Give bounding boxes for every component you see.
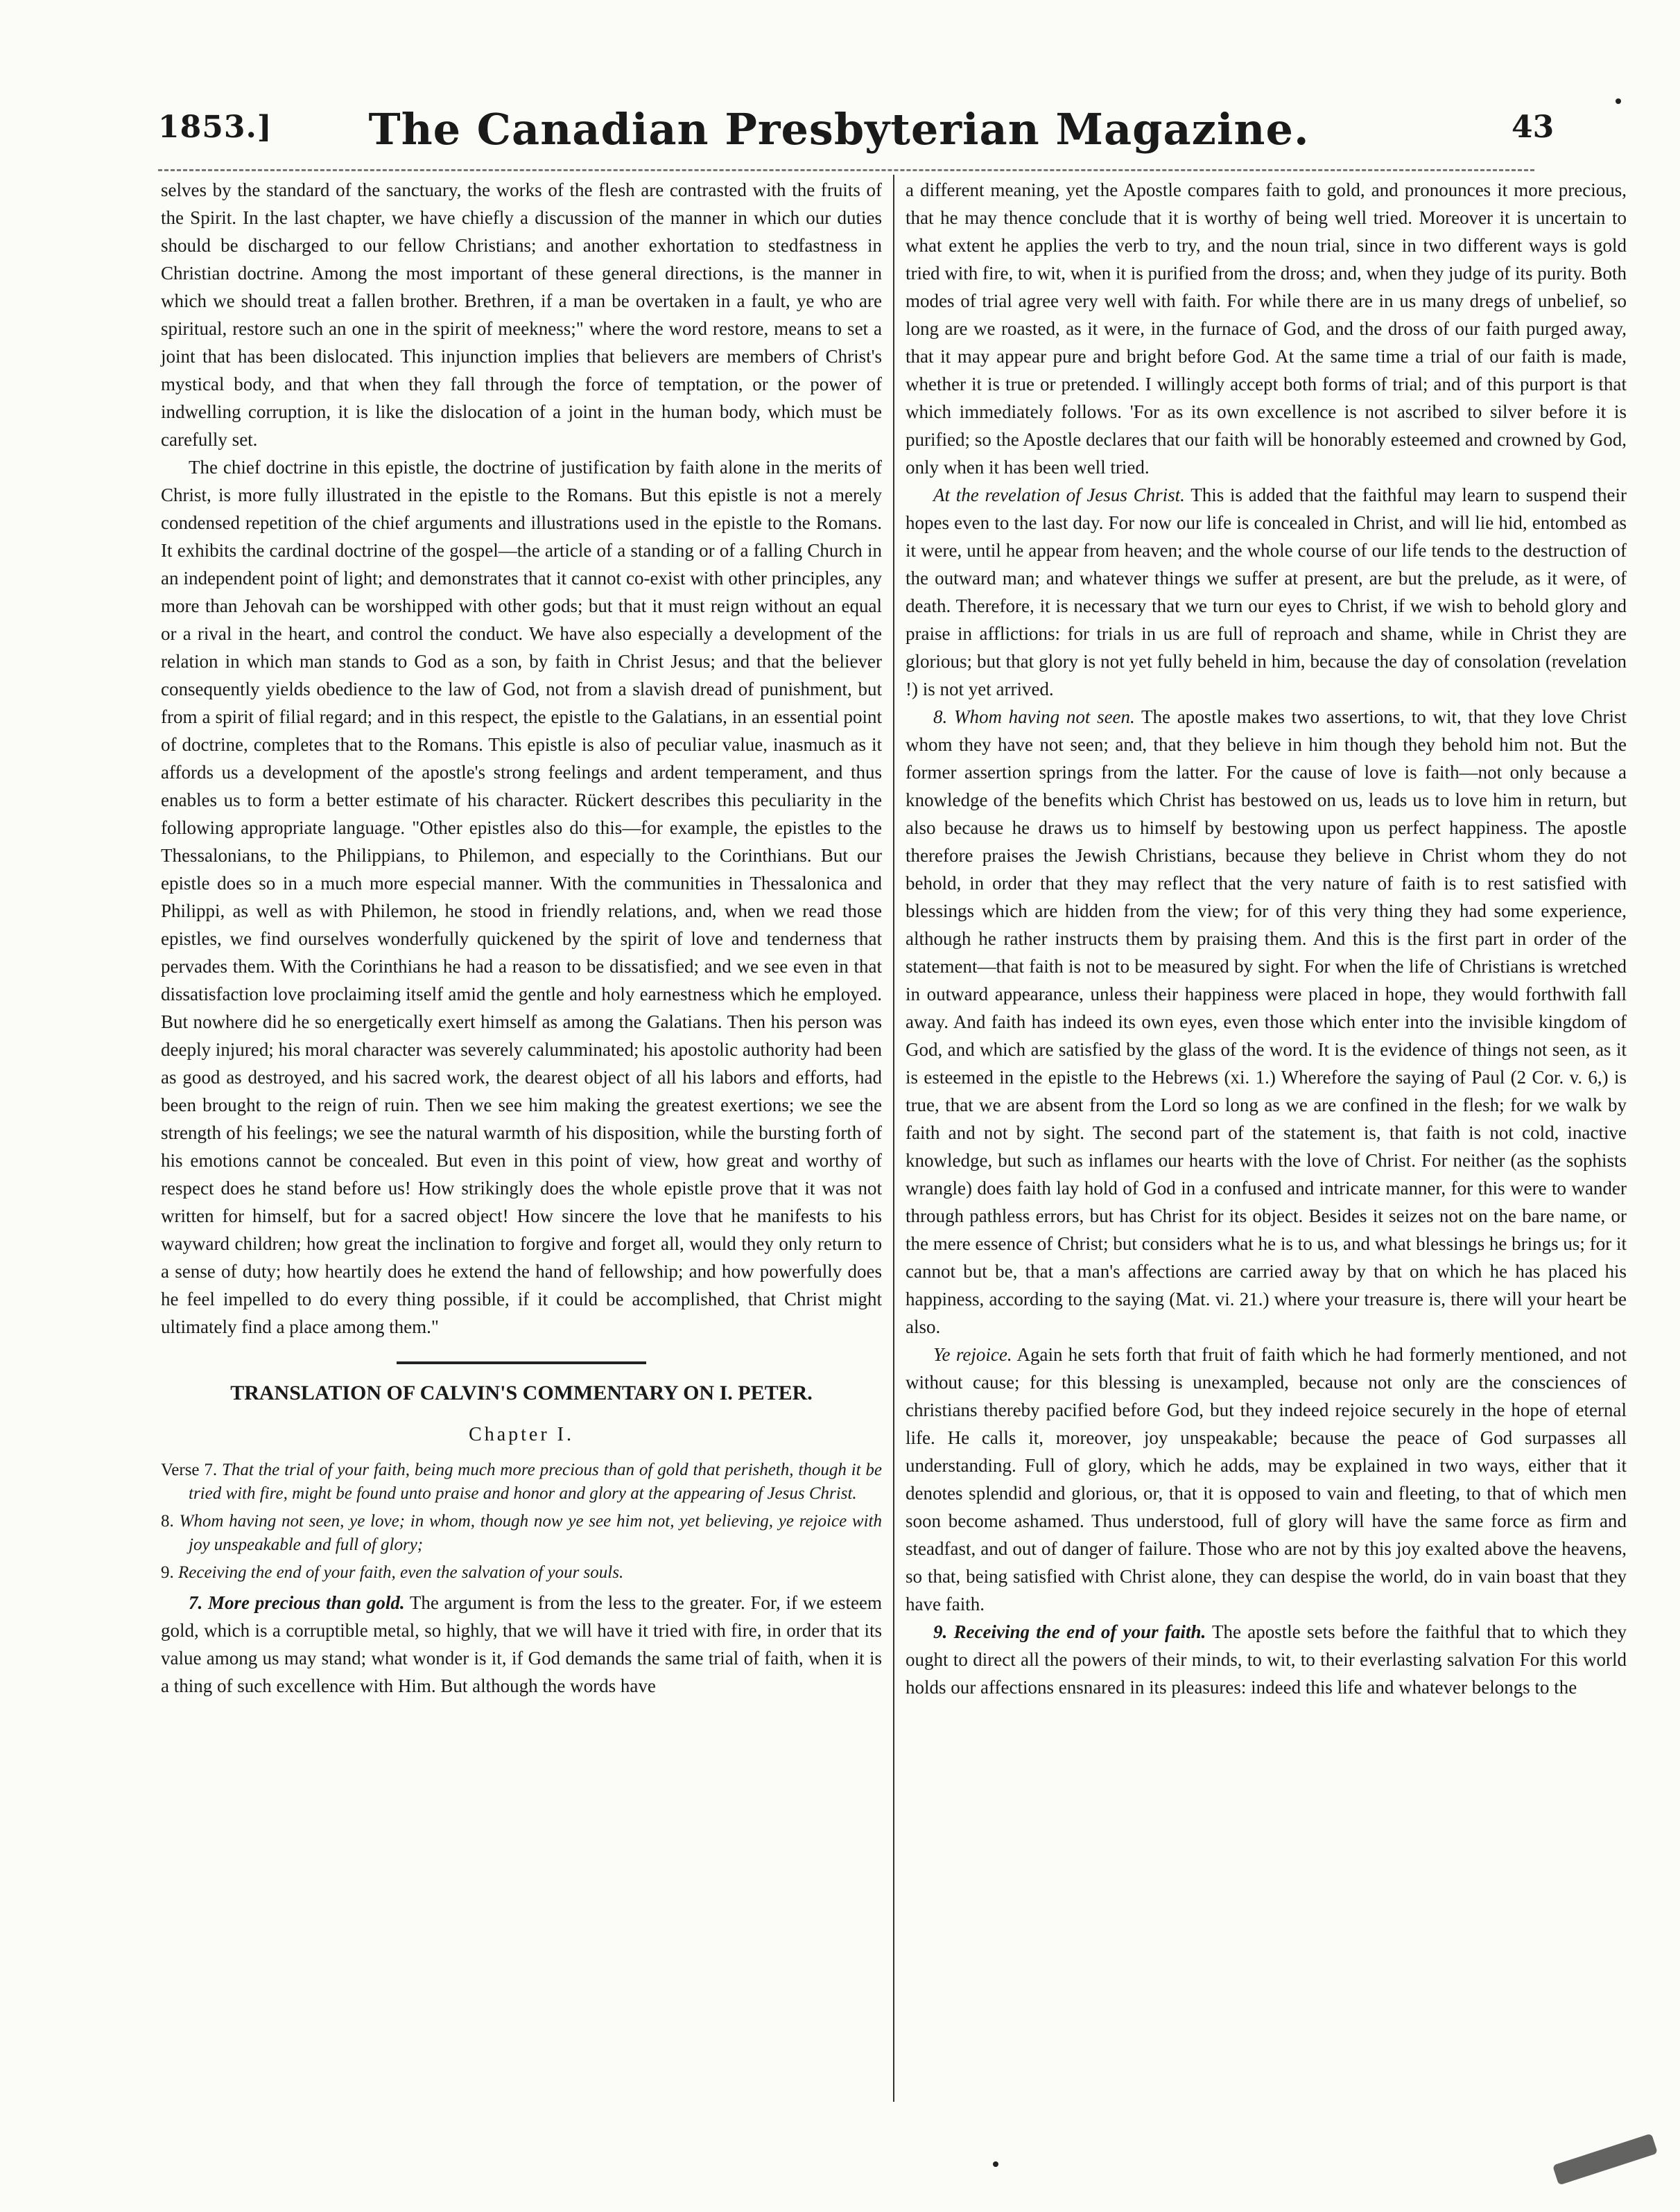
right-paragraph-4 [906,1341,1627,1618]
right-p4-text: Again he sets forth that fruit of faith which he had formerly mentioned, and not without cause; for this blessing is unexampled, because not only are the consciences of christians thereby pacified before God, but they indeed rejoice securely in the hope of eternal life. He calls it, moreover, joy unspeakable; because the peace of God surpasses all understanding. Full of glory, which he adds, may be explained in two ways, either that it denotes splendid and glorious, or, that it is opposed to vain and fleeting, to that of which men soon become ashamed. Thus understood, full of glory will have the same force as firm and steadfast, and out of danger of failure. Those who are not by this joy exalted above the heavens, so that, being satisfied with Christ alone, they can despise the world, do in vain boast that they have faith. [906,1344,1627,1614]
left-paragraph-2: The chief doctrine in this epistle, the doctrine of justification by faith alone in the merits of Christ, is more fully illustrated in the epistle to the Romans. But this epistle is not a merely condensed repetition of the chief arguments and illustrations used in the epistle to the Romans. It exhibits the cardinal doctrine of the gospel—the article of a standing or of a falling Church in an independent point of light; and demonstrates that it cannot co-exist with other principles, any more than Jehovah can be worshipped with other gods; but that it must reign without an equal or a rival in the heart, and control the conduct. We have also especially a development of the relation in which man stands to God as a son, by faith in Christ Jesus; and that the believer consequently yields obedience to the law of God, not from a slavish dread of punishment, but from a spirit of filial regard; and in this respect, the epistle to the Galatians, in an essential point of doctrine, completes that to the Romans. This epistle is also of peculiar value, inasmuch as it affords us a development of the apostle's strong feelings and ardent temperament, and thus enables us to form a better estimate of his character. Rückert describes this peculiarity in the following appropriate language. "Other epistles also do this—for example, the epistles to the Thessalonians, to the Philippians, to Philemon, and especially to the Corinthians. But our epistle does so in a much more especial manner. With the communities in Thessalonica and Philippi, as well as with Philemon, he stood in friendly relations, and, when we read those epistles, we find ourselves wonderfully quickened by the spirit of love and tenderness that pervades them. With the Corinthians he had a reason to be dissatisfied; and we see even in that dissatisfaction love proclaiming itself amid the gentle and holy earnestness which he employed. But nowhere did he so energetically exert himself as among the Galatians. Then his person was deeply injured; his moral character was severely calumminated; his apostolic authority had been as good as destroyed, and his sacred work, the dearest object of all his labors and efforts, had been brought to the reign of ruin. Then we see him making the greatest exertions; we see the strength of his feelings; we see the natural warmth of his disposition, while the bursting forth of his emotions cannot be concealed. But even in this point of view, how great and worthy of respect does he stand before us! How strikingly does the whole epistle prove that it was not written for himself, but for a sacred object! How sincere the love that he manifests to his wayward children; how great the inclination to forgive and forget all, would they only return to a sense of duty; how heartily does he extend the hand of fellowship; and how powerfully does he feel impelled to do every thing possible, if it could be accomplished, that Christ might ultimately find a place among them." [161,457,882,1337]
verse-8 [161,1510,882,1557]
header-rule [158,169,1534,171]
right-p5-lead: 9. Receiving the end of your faith. [933,1621,1206,1642]
page-header [0,104,1680,159]
right-p5-text: The apostle sets before the faithful that to which they ought to direct all the powers of their minds, to wit, to their everlasting salvation For this world holds our affections ensnared in its pleasures: indeed this life and whatever belongs to the [906,1621,1627,1698]
right-paragraph-5 [906,1618,1627,1701]
verse-7-text: That the trial of your faith, being much more precious than of gold that perisheth, though it be tried with fire, might be found unto praise and honor and glory at the appearing of Jesus Christ. [189,1461,883,1503]
chapter-heading: Chapter I. [469,1424,574,1445]
right-column [906,176,1627,1701]
verse-8-label: 8. [161,1512,174,1531]
left-column [161,176,882,1700]
scan-speck [1616,98,1621,104]
right-paragraph-1: a different meaning, yet the Apostle compares faith to gold, and pronounces it more precious, that he may thence conclude that it is worthy of being well tried. Moreover it is uncertain to what extent he applies the verb to try, and the noun trial, since in two different ways is gold tried with fire, to wit, when it is purified from the dross; and, when they judge of its purity. Both modes of trial agree very well with faith. For while there are in us many dregs of unbelief, so long are we roasted, as it were, in the furnace of God, and the dross of our faith purged away, that it may appear pure and bright before God. At the same time a trial of our faith is made, whether it is true or pretended. I willingly accept both forms of trial; and of this purport is that which immediately follows. 'For as its own excellence is not ascribed to silver before it is purified; so the Apostle declares that our faith will be honorably esteemed and crowned by God, only when it has been well tried. [906,180,1627,478]
left-paragraph-3 [161,1589,882,1700]
verse-8-text: Whom having not seen, ye love; in whom, though now ye see him not, yet believing, ye rejoice with joy unspeakable and full of glory; [179,1512,882,1554]
right-p2-text: This is added that the faithful may learn to suspend their hopes even to the last day. For now our life is concealed in Christ, and will lie hid, entombed as it were, until he appear from heaven; and the whole course of our life tends to the destruction of the outward man; and whatever things we suffer at present, are but the prelude, as it were, of death. Therefore, it is necessary that we turn our eyes to Christ, if we wish to behold glory and praise in afflictions: for trials in us are full of reproach and shame, while in Christ they are glorious; but that glory is not yet fully beheld in him, because the day of consolation (revelation !) is not yet arrived. [906,485,1627,699]
right-p3-text: The apostle makes two assertions, to wit, that they love Christ whom they have not seen; and, that they believe in him though they behold him not. But the former assertion springs from the latter. For the cause of love is faith—not only because a knowledge of the benefits which Christ has bestowed on us, leads us to love him in return, but also because he draws us to himself by bestowing upon us perfect happiness. The apostle therefore praises the Jewish Christians, because they believe in Christ whom they do not behold, in order that they may reflect that the very nature of faith is to rest satisfied with blessings which are hidden from the view; for of this very thing they had some experience, although he rather instructs them by praising them. And this is the first part in order of the statement—that faith is not to be measured by sight. For when the life of Christians is wretched in outward appearance, unless their happiness were placed in hope, they would forthwith fall away. And faith has indeed its own eyes, even those which enter into the invisible kingdom of God, and which are satisfied by the glass of the word. It is the evidence of things not seen, as it is esteemed in the epistle to the Hebrews (xi. 1.) Wherefore the saying of Paul (2 Cor. v. 6,) is true, that we are absent from the Lord so long as we are confined in the flesh; for we walk by faith and not by sight. The second part of the statement is, that faith is not cold, inactive knowledge, but such as inflames our hearts with the love of Christ. For neither (as the sophists wrangle) does faith lay hold of God in a confused and intricate manner, for this were to wander through pathless errors, but has Christ for its object. Besides it seizes not on the bare name, or the mere essence of Christ; but considers what he is to us, and what blessings he brings us; for it cannot but be, that a man's affections are carried away by that on which he has placed his happiness, according to the saying (Mat. vi. 21.) where your treasure is, there will your heart be also. [906,706,1627,1337]
verse-7-label: Verse 7. [161,1461,218,1479]
right-paragraph-2 [906,481,1627,703]
verse-9-label: 9. [161,1563,174,1582]
right-p2-lead: At the revelation of Jesus Christ. [933,485,1185,505]
header-title: The Canadian Presbyterian Magazine. [368,104,1310,155]
column-divider [893,175,894,2102]
left-p3-lead: 7. More precious than gold. [189,1592,405,1613]
verse-7 [161,1458,882,1506]
verse-9-text: Receiving the end of your faith, even the salvation of your souls. [178,1563,624,1582]
header-page-number: 43 [1512,110,1555,145]
right-paragraph-3 [906,703,1627,1341]
section-separator [397,1361,646,1364]
section-title: TRANSLATION OF CALVIN'S COMMENTARY ON I. PETER. [230,1382,813,1404]
left-p3-text: The argument is from the less to the greater. For, if we esteem gold, which is a corruptible metal, so highly, that we will have it tried with fire, in order that its value among us may stand; what wonder is it, if God demands the same trial of faith, when it is a thing of such excellence with Him. But although the words have [161,1592,882,1696]
right-p4-lead: Ye rejoice. [933,1344,1012,1365]
scan-smudge [1552,2134,1658,2186]
verse-9 [161,1561,882,1585]
scan-speck [993,2161,998,2167]
header-year: 1853.] [158,110,272,145]
right-p3-lead: 8. Whom having not seen. [933,706,1135,727]
left-paragraph-1: selves by the standard of the sanctuary, the works of the flesh are contrasted with the fruits of the Spirit. In the last chapter, we have chiefly a discussion of the manner in which our duties should be discharged to our fellow Christians; and another exhortation to stedfastness in Christian doctrine. Among the most important of these general directions, is the manner in which we should treat a fallen brother. Brethren, if a man be overtaken in a fault, ye who are spiritual, restore such an one in the spirit of meekness;" where the word restore, means to set a joint that has been dislocated. This injunction implies that believers are members of Christ's mystical body, and that when they fall through the force of temptation, or the power of indwelling corruption, it is like the dislocation of a joint in the human body, which must be carefully set. [161,180,882,450]
